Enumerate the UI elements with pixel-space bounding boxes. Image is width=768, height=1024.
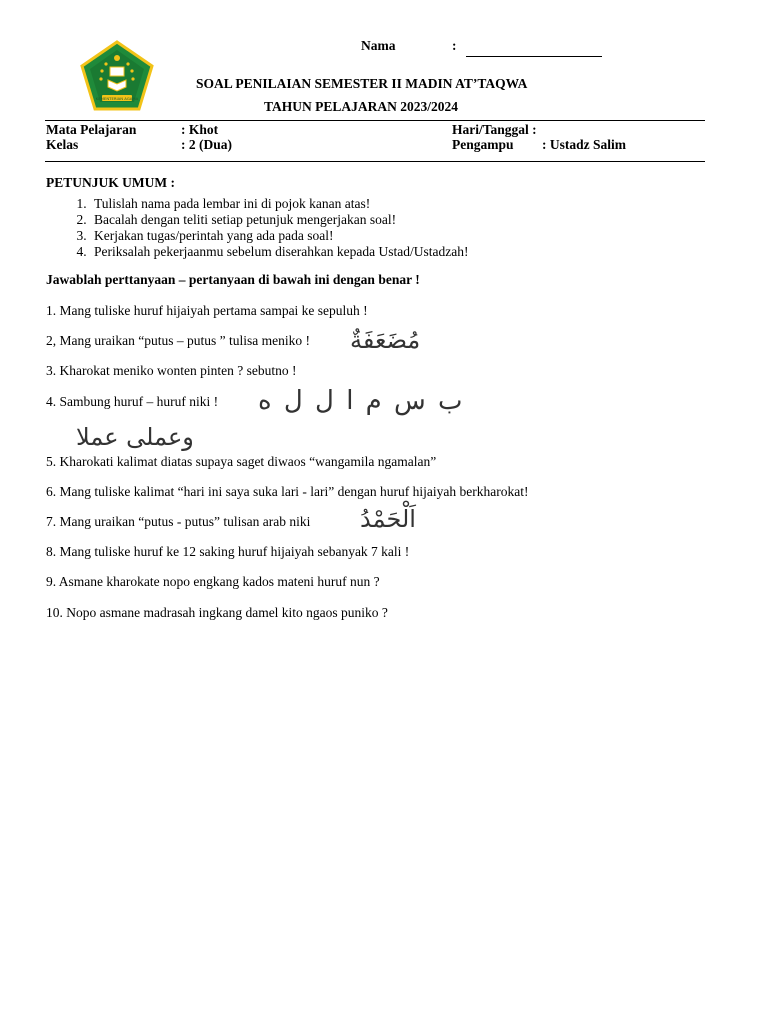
kelas-value: : 2 (Dua) <box>181 137 232 152</box>
nama-label: Nama <box>361 38 396 53</box>
pengampu-value: : Ustadz Salim <box>542 137 626 152</box>
petunjuk-title: PETUNJUK UMUM : <box>46 175 175 190</box>
hari-label: Hari/Tanggal : <box>452 122 537 137</box>
petunjuk-list <box>40 196 469 260</box>
nama-blank-line[interactable] <box>466 56 602 57</box>
arabic-letters-q4: ب س م ا ل ل ه <box>258 386 463 416</box>
petunjuk-item: 4. Periksalah pekerjaanmu sebelum diserahkan kepada Ustad/Ustadzah! <box>90 244 469 260</box>
mapel-value: : Khot <box>181 122 219 137</box>
question-2: 2, Mang uraikan “putus – putus ” tulisa meniko ! <box>46 333 310 348</box>
question-4: 4. Sambung huruf – huruf niki ! <box>46 394 219 409</box>
arabic-word-q7: اَلْحَمْدُ <box>360 505 416 533</box>
petunjuk-item: 1. Tulislah nama pada lembar ini di pojok kanan atas! <box>90 196 469 212</box>
svg-text:KEMENTERIAN AGAMA: KEMENTERIAN AGAMA <box>95 96 139 101</box>
question-6: 6. Mang tuliske kalimat “hari ini saya suka lari - lari” dengan huruf hijaiyah berkharokat! <box>46 484 529 499</box>
question-3: 3. Kharokat meniko wonten pinten ? sebutno ! <box>46 363 297 378</box>
bottom-divider <box>45 161 705 162</box>
question-9: 9. Asmane kharokate nopo engkang kados mateni huruf nun ? <box>46 574 380 589</box>
top-divider <box>45 120 705 121</box>
question-10: 10. Nopo asmane madrasah ingkang damel kito ngaos puniko ? <box>46 605 388 620</box>
exam-title: SOAL PENILAIAN SEMESTER II MADIN AT’TAQWA <box>196 76 528 91</box>
pengampu-label: Pengampu <box>452 137 514 152</box>
kelas-label: Kelas <box>46 137 79 152</box>
instruction: Jawablah perttanyaan – pertanyaan di bawah ini dengan benar ! <box>46 272 420 287</box>
arabic-word-q2: مُضَعَفَةٌ <box>350 326 421 354</box>
petunjuk-item: 3. Kerjakan tugas/perintah yang ada pada soal! <box>90 228 469 244</box>
question-7: 7. Mang uraikan “putus - putus” tulisan arab niki <box>46 514 311 529</box>
petunjuk-item: 2. Bacalah dengan teliti setiap petunjuk mengerjakan soal! <box>90 212 469 228</box>
question-5: 5. Kharokati kalimat diatas supaya saget diwaos “wangamila ngamalan” <box>46 454 437 469</box>
nama-colon: : <box>452 38 457 53</box>
question-8: 8. Mang tuliske huruf ke 12 saking huruf hijaiyah sebanyak 7 kali ! <box>46 544 410 559</box>
academic-year: TAHUN PELAJARAN 2023/2024 <box>264 99 459 114</box>
arabic-phrase: وعملى عملا <box>76 423 194 451</box>
question-1: 1. Mang tuliske huruf hijaiyah pertama sampai ke sepuluh ! <box>46 303 368 318</box>
mapel-label: Mata Pelajaran <box>46 122 137 137</box>
kemenag-logo <box>80 40 154 112</box>
